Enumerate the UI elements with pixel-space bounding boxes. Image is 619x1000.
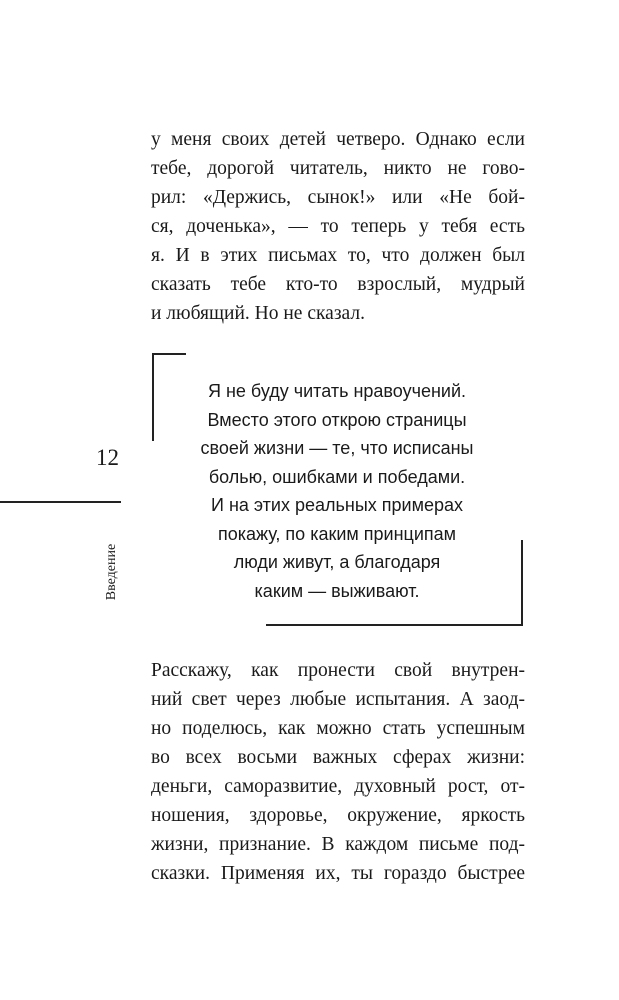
quote-bracket-bottom-right-horizontal bbox=[266, 624, 523, 626]
text-line: и любящий. Но не сказал. bbox=[151, 303, 365, 324]
quote-bracket-top-left-horizontal bbox=[152, 353, 186, 355]
text-line: у меня своих детей четверо. Однако если bbox=[151, 129, 525, 150]
quote-line: И на этих реальных примерах bbox=[211, 495, 463, 515]
text-line: Расскажу, как пронести свой внутрен- bbox=[151, 660, 525, 681]
text-line: сказать тебе кто-то взрослый, мудрый bbox=[151, 274, 525, 295]
quote-bracket-top-left-vertical bbox=[152, 353, 154, 441]
text-line: во всех восьми важных сферах жизни: bbox=[151, 747, 525, 768]
quote-line: Я не буду читать нравоучений. bbox=[207, 381, 467, 401]
text-line: сказки. Применяя их, ты гораздо быстрее bbox=[151, 863, 525, 884]
quote-line: болью, ошибками и победами. bbox=[208, 466, 466, 487]
quote-line: покажу, по каким принципам bbox=[217, 523, 457, 544]
body-paragraph-bottom bbox=[151, 656, 525, 888]
text-line: деньги, саморазвитие, духовный рост, от- bbox=[151, 776, 525, 797]
section-label: Введение bbox=[104, 543, 119, 601]
quote-line: люди живут, а благодаря bbox=[233, 552, 441, 572]
text-line: ся, доченька», — то теперь у тебя есть bbox=[151, 216, 525, 237]
body-paragraph-top bbox=[151, 125, 525, 328]
quote-bracket-bottom-right-vertical bbox=[521, 540, 523, 626]
text-line: жизни, признание. В каждом письме под- bbox=[151, 834, 525, 855]
text-line: но поделюсь, как можно стать успешным bbox=[151, 718, 525, 739]
text-line: я. И в этих письмах то, что должен был bbox=[151, 245, 525, 266]
text-line: ношения, здоровье, окружение, яркость bbox=[151, 805, 525, 826]
quote-line: каким — выживают. bbox=[254, 580, 420, 601]
quote-line: своей жизни — те, что исписаны bbox=[200, 438, 474, 458]
text-line: тебе, дорогой читатель, никто не гово- bbox=[151, 158, 525, 179]
section-divider-rule bbox=[0, 501, 121, 503]
text-line: ний свет через любые испытания. А заод- bbox=[151, 689, 525, 710]
quote-line: Вместо этого открою страницы bbox=[207, 409, 467, 430]
page-number: 12 bbox=[96, 445, 119, 470]
pull-quote bbox=[160, 377, 514, 605]
text-line: рил: «Держись, сынок!» или «Не бой- bbox=[151, 187, 525, 208]
